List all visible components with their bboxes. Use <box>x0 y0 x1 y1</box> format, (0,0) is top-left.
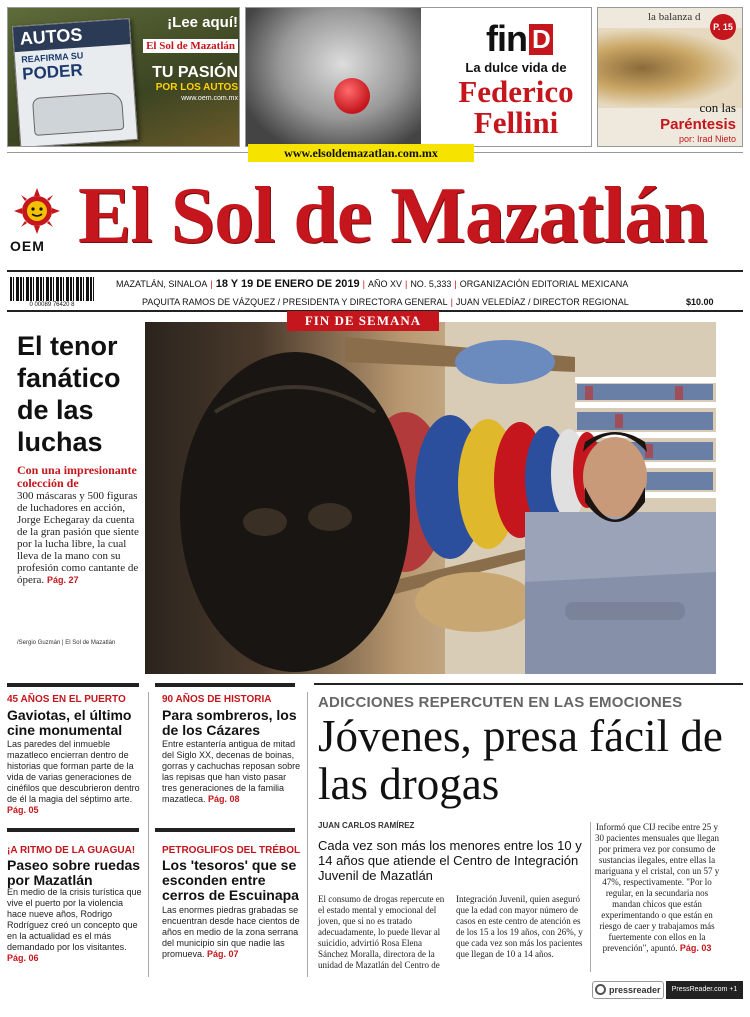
dateline-year: AÑO XV <box>367 279 402 289</box>
staff-president: PAQUITA RAMOS DE VÁZQUEZ / PRESIDENTA Y DIRECTORA GENERAL <box>142 297 448 307</box>
autos-magazine-power: PODER <box>21 60 84 84</box>
main-story-col3-text: Informó que CIJ recibe entre 25 y 30 pacientes mensuales que llegan por primera vez por consumo de sustancias ilegales, entre ellas la mariguana y el cristal, con un 57 y 47%, respectivamente. "Por lo regular, en la secundaria nos mandan chicos que están experimentando o que están en riesgo de caer y trabajamos más fuertemente con ellos en la prevención", apuntó. <box>594 822 720 953</box>
fin-de-semana-label: FIN DE SEMANA <box>287 311 439 331</box>
main-story-rule <box>314 683 743 685</box>
dateline-date: 18 Y 19 DE ENERO DE 2019 <box>215 278 360 290</box>
parentesis-author: por: Irad Nieto <box>678 134 736 144</box>
barcode <box>10 277 94 301</box>
story-4-page-link[interactable]: Pág. 07 <box>207 949 239 959</box>
hero-lead: Con una impresionante colección de <box>17 463 137 490</box>
story-1-kicker: 45 AÑOS EN EL PUERTO <box>7 694 126 705</box>
sun-logo-icon <box>12 186 62 236</box>
story-2-kicker: 90 AÑOS DE HISTORIA <box>162 694 272 705</box>
story-3-headline[interactable]: Paseo sobre ruedas por Mazatlán <box>7 857 141 888</box>
dateline-number: NO. 5,333 <box>410 279 452 289</box>
story-3-text: En medio de la crisis turística que vive el puerto por la violencia hace nueve años, Rodrigo Rodríguez creó un concepto que en la actualidad es el más demandado por los visitantes. <box>7 887 142 952</box>
fellini-name <box>442 76 590 138</box>
main-story-col3 <box>593 822 721 954</box>
story-3-kicker: ¡A RITMO DE LA GUAGUA! <box>7 845 136 856</box>
main-story-kicker: ADICCIONES REPERCUTEN EN LAS EMOCIONES <box>318 694 683 711</box>
autos-passion: TU PASIÓN <box>152 64 238 81</box>
story-rule-3 <box>7 828 139 832</box>
parentesis-section: Paréntesis <box>660 116 736 133</box>
hero-photo[interactable] <box>145 322 716 674</box>
dateline-place: MAZATLÁN, SINALOA <box>116 279 208 289</box>
story-4-body <box>162 905 302 960</box>
dateline: MAZATLÁN, SINALOA | 18 Y 19 DE ENERO DE 2019 | AÑO XV | NO. 5,333 | ORGANIZACIÓN EDITORIAL MEXICANA <box>116 278 629 290</box>
story-2-headline[interactable]: Para sombreros, los de los Cázares <box>162 707 297 738</box>
story-2-text: Entre estantería antigua de mitad del Siglo XX, decenas de boinas, gorras y cachuchas reposan sobre las repisas que han visto pasar tres generaciones de la familia mazatleca. <box>162 739 301 804</box>
main-column-divider <box>590 822 591 972</box>
fin-section-text: fin <box>486 18 527 59</box>
story-rule-4 <box>155 828 295 832</box>
oem-logo: OEM <box>10 238 45 254</box>
main-story-col1: El consumo de drogas repercute en el estado mental y emocional del joven, que si no es tratado adecuadamente, lo puede llevar al suicidio, advirtió Rosa Elena Sánchez Moralla, directora de la unidad de Mazatlán del Centro de <box>318 894 445 970</box>
barcode-number: 0 00089 76420 8 <box>29 302 75 308</box>
parentesis-title: la balanza d <box>648 11 701 23</box>
staff-line: PAQUITA RAMOS DE VÁZQUEZ / PRESIDENTA Y DIRECTORA GENERAL | JUAN VELEDÍAZ / DIRECTOR REGIONAL <box>142 297 629 307</box>
promo-fellini[interactable] <box>245 7 592 147</box>
autos-brand: El Sol de Mazatlán <box>143 39 238 53</box>
story-2-page-link[interactable]: Pág. 08 <box>208 794 240 804</box>
price: $10.00 <box>686 297 714 307</box>
story-3-page-link[interactable]: Pág. 06 <box>7 953 39 963</box>
main-story-deck: Cada vez son más los menores entre los 10 y 14 años que atiende el Centro de Integración Juvenil de Mazatlán <box>318 838 582 883</box>
story-rule-1 <box>7 683 139 687</box>
parentesis-page-badge: P. 15 <box>710 14 736 40</box>
story-2-body <box>162 739 302 805</box>
main-story-col2: Integración Juvenil, quien aseguró que la edad con mayor número de casos en este centro de atención es de los 15 a los 19 años, con 26%, y que cada vez son más los pacientes que llegan de 10 a 14 años. <box>456 894 583 959</box>
staff-director: JUAN VELEDÍAZ / DIRECTOR REGIONAL <box>455 297 629 307</box>
autos-url[interactable]: www.oem.com.mx <box>181 95 238 102</box>
story-3-body <box>7 887 142 964</box>
pressreader-corner: PressReader.com +1 604 278 4604 <box>666 981 743 999</box>
autos-magazine-tagline: REAFIRMA SU <box>20 50 84 65</box>
promo-parentesis[interactable] <box>597 7 743 147</box>
story-4-headline[interactable]: Los 'tesoros' que se esconden entre cerros de Escuinapa <box>162 857 299 903</box>
parentesis-con-las: con las <box>699 100 736 115</box>
fellini-name-line2: Fellini <box>473 105 559 140</box>
clown-nose <box>334 78 370 114</box>
lee-aqui-cta[interactable]: ¡Lee aquí! <box>167 14 238 31</box>
autos-magazine-title: AUTOS <box>13 19 130 52</box>
story-4-text: Las enormes piedras grabadas se encuentran desde hace cientos de años en medio de la zona serrana del municipio sin que nadie las promueva. <box>162 905 300 959</box>
masthead-title[interactable]: El Sol de Mazatlán <box>78 172 707 260</box>
autos-magazine-cover <box>12 18 138 147</box>
hero-headline[interactable]: El tenor fanático de las luchas <box>17 331 121 457</box>
masthead-rule <box>7 270 743 272</box>
main-story-headline[interactable]: Jóvenes, presa fácil de las drogas <box>318 711 723 809</box>
dateline-org: ORGANIZACIÓN EDITORIAL MEXICANA <box>459 279 629 289</box>
main-story-page-link[interactable]: Pág. 03 <box>679 943 712 953</box>
story-1-page-link[interactable]: Pág. 05 <box>7 805 39 815</box>
fellini-name-line1: Federico <box>458 74 574 109</box>
column-divider-1 <box>148 692 149 977</box>
story-1-body <box>7 739 142 816</box>
hero-photo-credit: /Sergio Guzmán | El Sol de Mazatlán <box>17 640 116 646</box>
site-url[interactable]: www.elsoldemazatlan.com.mx <box>248 144 474 162</box>
fellini-subtitle: La dulce vida de <box>465 60 567 75</box>
story-4-kicker: PETROGLIFOS DEL TRÉBOL <box>162 845 301 856</box>
hero-page-link[interactable]: Pág. 27 <box>46 575 79 585</box>
main-story-byline: JUAN CARLOS RAMÍREZ <box>318 821 415 830</box>
fin-section-badge: D <box>529 24 553 55</box>
promo-autos[interactable] <box>7 7 240 147</box>
story-rule-2 <box>155 683 295 687</box>
hero-body <box>17 490 143 586</box>
pressreader-badge[interactable]: pressreader <box>592 981 664 999</box>
column-divider-2 <box>307 692 308 977</box>
truck-image <box>32 92 124 136</box>
fellini-portrait <box>246 8 421 147</box>
autos-for-autos: POR LOS AUTOS <box>155 82 238 93</box>
hero-story[interactable] <box>7 322 143 674</box>
story-1-headline[interactable]: Gaviotas, el último cine monumental <box>7 707 132 738</box>
parentesis-artwork <box>598 28 743 108</box>
hero-body-text: 300 máscaras y 500 figuras de luchadores en acción, Jorge Echegaray da cuenta de la gran pasión que siente por la lucha libre, la cual lleva de la mano con su profesión como cantante de ópera. <box>17 490 139 586</box>
fin-section-logo <box>486 18 553 60</box>
story-1-text: Las paredes del inmueble mazatleco encierran dentro de historias que forman parte de la vida de varias generaciones de cinéfilos que descubrieron dentro de él la magia del séptimo arte. <box>7 739 140 804</box>
pressreader-icon <box>595 984 606 995</box>
